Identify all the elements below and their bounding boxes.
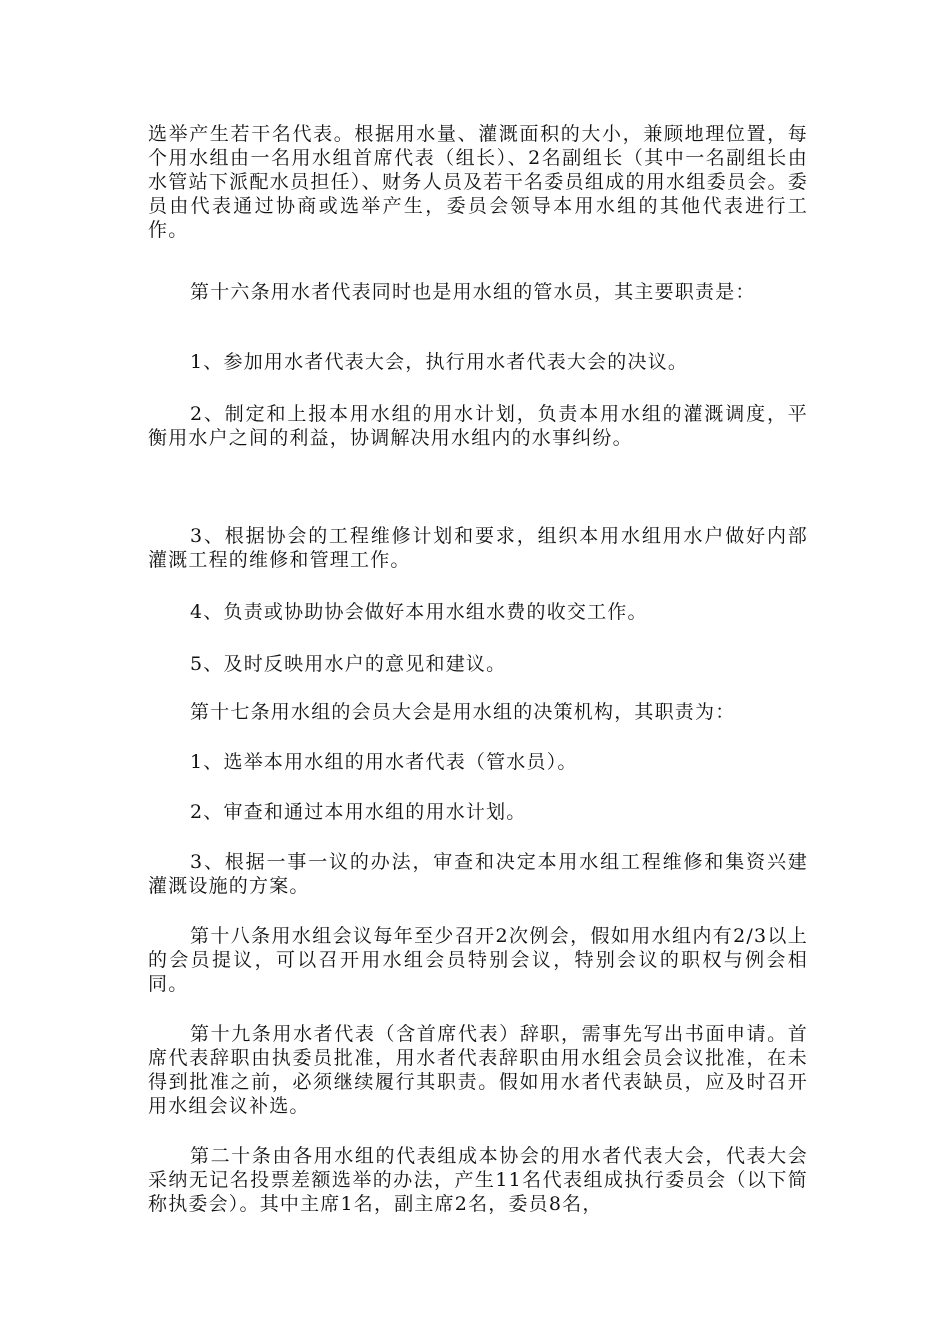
paragraph-article-17-item-3: 3、根据一事一议的办法，审查和决定本用水组工程维修和集资兴建灌溉设施的方案。 xyxy=(148,851,808,897)
paragraph-article-16-item-5: 5、及时反映用水户的意见和建议。 xyxy=(190,653,507,675)
paragraph-article-16-item-3: 3、根据协会的工程维修计划和要求，组织本用水组用水户做好内部灌溉工程的维修和管理工作。 xyxy=(148,525,808,571)
paragraph-article-18: 第十八条用水组会议每年至少召开2次例会，假如用水组内有2/3以上的会员提议，可以召开用水组会员特别会议，特别会议的职权与例会相同。 xyxy=(148,925,808,995)
paragraph-article-16-item-4: 4、负责或协助协会做好本用水组水费的收交工作。 xyxy=(190,601,648,623)
paragraph-article-16-item-1: 1、参加用水者代表大会，执行用水者代表大会的决议。 xyxy=(190,351,689,373)
paragraph-article-16-item-2: 2、制定和上报本用水组的用水计划，负责本用水组的灌溉调度，平衡用水户之间的利益，协调解决用水组内的水事纠纷。 xyxy=(148,403,808,449)
paragraph-continuation: 选举产生若干名代表。根据用水量、灌溉面积的大小，兼顾地理位置，每个用水组由一名用水组首席代表（组长）、2名副组长（其中一名副组长由水管站下派配水员担任）、财务人员及若干名委员组成的用水组委员会。委员由代表通过协商或选举产生，委员会领导本用水组的其他代表进行工作。 xyxy=(148,123,808,241)
paragraph-article-17: 第十七条用水组的会员大会是用水组的决策机构，其职责为： xyxy=(190,701,736,723)
paragraph-article-17-item-1: 1、选举本用水组的用水者代表（管水员）。 xyxy=(190,751,578,773)
paragraph-article-16: 第十六条用水者代表同时也是用水组的管水员，其主要职责是： xyxy=(190,281,756,303)
paragraph-article-17-item-2: 2、审查和通过本用水组的用水计划。 xyxy=(190,801,527,823)
paragraph-article-20: 第二十条由各用水组的代表组成本协会的用水者代表大会，代表大会采纳无记名投票差额选举的办法，产生11名代表组成执行委员会（以下简称执委会）。其中主席1名，副主席2名，委员8名， xyxy=(148,1145,808,1215)
paragraph-article-19: 第十九条用水者代表（含首席代表）辞职，需事先写出书面申请。首席代表辞职由执委员批准，用水者代表辞职由用水组会员会议批准，在未得到批准之前，必须继续履行其职责。假如用水者代表缺员，应及时召开用水组会议补选。 xyxy=(148,1023,808,1117)
